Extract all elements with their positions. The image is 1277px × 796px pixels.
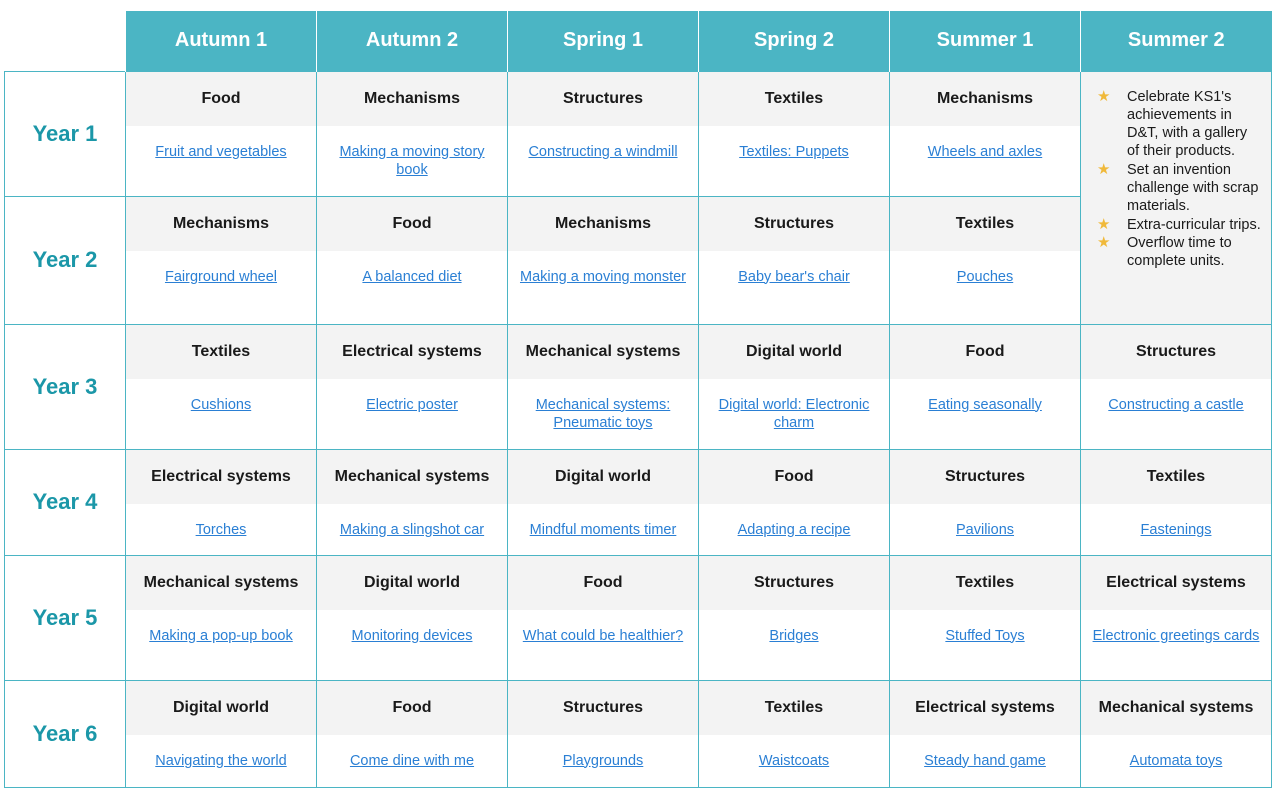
year-row xyxy=(5,555,1272,680)
unit-cell xyxy=(317,71,508,196)
project-link[interactable]: Electric poster xyxy=(366,396,458,413)
list-item-text: Extra-curricular trips. xyxy=(1127,216,1261,233)
year-label: Year 5 xyxy=(5,555,126,680)
unit-project xyxy=(126,251,316,286)
unit-topic: Structures xyxy=(699,556,889,610)
unit-project xyxy=(508,504,698,539)
unit-cell xyxy=(699,324,890,449)
unit-cell xyxy=(126,324,317,449)
project-link[interactable]: Steady hand game xyxy=(924,752,1046,769)
project-link[interactable]: Mechanical systems: Pneumatic toys xyxy=(535,396,671,431)
unit-cell xyxy=(699,680,890,787)
star-icon: ★ xyxy=(1097,215,1111,233)
unit-cell xyxy=(317,196,508,324)
unit-project xyxy=(126,126,316,161)
star-icon: ★ xyxy=(1097,233,1111,251)
unit-topic: Mechanical systems xyxy=(126,556,316,610)
unit-topic: Electrical systems xyxy=(317,325,507,379)
unit-cell xyxy=(508,196,699,324)
unit-cell xyxy=(508,449,699,555)
unit-cell xyxy=(699,71,890,196)
project-link[interactable]: Torches xyxy=(195,521,247,538)
unit-cell xyxy=(126,680,317,787)
list-item-text: Celebrate KS1's achievements in D&T, with a gallery of their products. xyxy=(1127,88,1248,160)
unit-cell xyxy=(508,324,699,449)
project-link[interactable]: Stuffed Toys xyxy=(945,627,1025,644)
header-row xyxy=(5,11,1272,71)
unit-topic: Electrical systems xyxy=(890,681,1080,735)
year-row xyxy=(5,449,1272,555)
unit-project xyxy=(890,251,1080,286)
unit-cell xyxy=(699,196,890,324)
column-header: Summer 2 xyxy=(1081,11,1272,71)
project-link[interactable]: Wheels and axles xyxy=(927,143,1043,160)
project-link[interactable]: Playgrounds xyxy=(562,752,644,769)
unit-cell xyxy=(317,449,508,555)
unit-project xyxy=(126,504,316,539)
star-icon: ★ xyxy=(1097,160,1111,178)
list-item-text: Set an invention challenge with scrap materials. xyxy=(1127,161,1259,215)
unit-topic: Textiles xyxy=(890,556,1080,610)
unit-topic: Textiles xyxy=(699,681,889,735)
unit-topic: Digital world xyxy=(699,325,889,379)
unit-topic: Mechanical systems xyxy=(508,325,698,379)
project-link[interactable]: Cushions xyxy=(190,396,252,413)
unit-cell xyxy=(699,555,890,680)
unit-project xyxy=(317,735,507,770)
unit-cell xyxy=(890,449,1081,555)
unit-cell xyxy=(890,680,1081,787)
unit-project xyxy=(317,504,507,539)
unit-project xyxy=(699,379,889,432)
unit-topic: Mechanisms xyxy=(890,72,1080,126)
unit-cell xyxy=(508,680,699,787)
project-link[interactable]: A balanced diet xyxy=(362,268,462,285)
list-item xyxy=(1097,216,1263,234)
project-link[interactable]: Mindful moments timer xyxy=(529,521,677,538)
unit-project xyxy=(508,610,698,645)
unit-cell xyxy=(126,196,317,324)
unit-project xyxy=(317,379,507,414)
unit-cell xyxy=(508,71,699,196)
project-link[interactable]: Making a pop-up book xyxy=(149,627,293,644)
unit-topic: Structures xyxy=(890,450,1080,504)
unit-topic: Food xyxy=(699,450,889,504)
unit-cell xyxy=(1081,449,1272,555)
year-label: Year 4 xyxy=(5,449,126,555)
year-row xyxy=(5,680,1272,787)
curriculum-table xyxy=(4,11,1272,788)
unit-project xyxy=(890,379,1080,414)
unit-cell xyxy=(126,555,317,680)
unit-cell xyxy=(317,324,508,449)
ks1-summer2-cell xyxy=(1081,71,1272,324)
unit-project xyxy=(1081,504,1271,539)
unit-topic: Mechanisms xyxy=(126,197,316,251)
unit-cell xyxy=(317,555,508,680)
project-link[interactable]: Eating seasonally xyxy=(928,396,1042,413)
unit-topic: Textiles xyxy=(1081,450,1271,504)
unit-project xyxy=(699,251,889,286)
unit-cell xyxy=(1081,555,1272,680)
unit-topic: Textiles xyxy=(890,197,1080,251)
project-link[interactable]: Fairground wheel xyxy=(164,268,278,285)
unit-topic: Food xyxy=(317,197,507,251)
project-link[interactable]: Fastenings xyxy=(1140,521,1212,538)
list-item-text: Overflow time to complete units. xyxy=(1127,234,1232,270)
unit-topic: Structures xyxy=(699,197,889,251)
unit-topic: Structures xyxy=(508,72,698,126)
ks1-summer2-list xyxy=(1097,88,1263,271)
project-link[interactable]: Digital world: Electronic charm xyxy=(718,396,870,431)
unit-project xyxy=(317,126,507,179)
project-link[interactable]: Come dine with me xyxy=(349,752,475,769)
unit-project xyxy=(1081,735,1271,770)
unit-project xyxy=(508,379,698,432)
unit-topic: Digital world xyxy=(317,556,507,610)
unit-cell xyxy=(699,449,890,555)
project-link[interactable]: Making a moving monster xyxy=(519,268,686,285)
unit-cell xyxy=(1081,680,1272,787)
list-item xyxy=(1097,234,1263,271)
year-label: Year 1 xyxy=(5,71,126,196)
unit-project xyxy=(699,735,889,770)
unit-topic: Structures xyxy=(1081,325,1271,379)
project-link[interactable]: Automata toys xyxy=(1129,752,1223,769)
unit-project xyxy=(890,126,1080,161)
star-icon: ★ xyxy=(1097,87,1111,105)
unit-project xyxy=(699,126,889,161)
unit-project xyxy=(126,610,316,645)
unit-project xyxy=(1081,610,1271,645)
unit-topic: Digital world xyxy=(126,681,316,735)
unit-cell xyxy=(1081,324,1272,449)
unit-topic: Mechanical systems xyxy=(1081,681,1271,735)
column-header: Spring 1 xyxy=(508,11,699,71)
project-link[interactable]: Navigating the world xyxy=(155,752,287,769)
year-label: Year 3 xyxy=(5,324,126,449)
project-link[interactable]: Pavilions xyxy=(955,521,1015,538)
unit-cell xyxy=(890,71,1081,196)
unit-topic: Food xyxy=(508,556,698,610)
unit-topic: Mechanisms xyxy=(317,72,507,126)
year-row xyxy=(5,324,1272,449)
project-link[interactable]: Making a slingshot car xyxy=(339,521,485,538)
project-link[interactable]: Baby bear's chair xyxy=(738,268,850,285)
unit-project xyxy=(508,251,698,286)
project-link[interactable]: Bridges xyxy=(769,627,819,644)
unit-topic: Textiles xyxy=(699,72,889,126)
unit-project xyxy=(317,610,507,645)
unit-topic: Electrical systems xyxy=(126,450,316,504)
project-link[interactable]: Monitoring devices xyxy=(351,627,473,644)
column-header: Autumn 1 xyxy=(126,11,317,71)
unit-topic: Food xyxy=(126,72,316,126)
corner-cell xyxy=(5,11,126,71)
list-item xyxy=(1097,161,1263,216)
unit-project xyxy=(699,610,889,645)
unit-topic: Digital world xyxy=(508,450,698,504)
project-link[interactable]: Adapting a recipe xyxy=(737,521,851,538)
unit-topic: Structures xyxy=(508,681,698,735)
year-label: Year 2 xyxy=(5,196,126,324)
unit-topic: Electrical systems xyxy=(1081,556,1271,610)
project-link[interactable]: Textiles: Puppets xyxy=(739,143,849,160)
unit-cell xyxy=(508,555,699,680)
year-row xyxy=(5,71,1272,196)
column-header: Spring 2 xyxy=(699,11,890,71)
unit-cell xyxy=(126,71,317,196)
list-item xyxy=(1097,88,1263,161)
project-link[interactable]: What could be healthier? xyxy=(522,627,684,644)
unit-cell xyxy=(126,449,317,555)
unit-project xyxy=(508,735,698,770)
project-link[interactable]: Making a moving story book xyxy=(339,143,485,178)
unit-topic: Mechanisms xyxy=(508,197,698,251)
unit-project xyxy=(890,504,1080,539)
unit-topic: Textiles xyxy=(126,325,316,379)
project-link[interactable]: Electronic greetings cards xyxy=(1092,627,1260,644)
unit-cell xyxy=(890,196,1081,324)
project-link[interactable]: Pouches xyxy=(956,268,1014,285)
column-header: Summer 1 xyxy=(890,11,1081,71)
unit-project xyxy=(699,504,889,539)
unit-topic: Mechanical systems xyxy=(317,450,507,504)
unit-cell xyxy=(890,324,1081,449)
project-link[interactable]: Waistcoats xyxy=(758,752,830,769)
year-label: Year 6 xyxy=(5,680,126,787)
unit-project xyxy=(126,735,316,770)
unit-cell xyxy=(890,555,1081,680)
project-link[interactable]: Fruit and vegetables xyxy=(155,143,287,160)
project-link[interactable]: Constructing a windmill xyxy=(528,143,678,160)
unit-topic: Food xyxy=(317,681,507,735)
unit-topic: Food xyxy=(890,325,1080,379)
unit-project xyxy=(508,126,698,161)
unit-project xyxy=(1081,379,1271,414)
unit-project xyxy=(890,610,1080,645)
unit-cell xyxy=(317,680,508,787)
unit-project xyxy=(890,735,1080,770)
unit-project xyxy=(126,379,316,414)
unit-project xyxy=(317,251,507,286)
project-link[interactable]: Constructing a castle xyxy=(1108,396,1244,413)
column-header: Autumn 2 xyxy=(317,11,508,71)
